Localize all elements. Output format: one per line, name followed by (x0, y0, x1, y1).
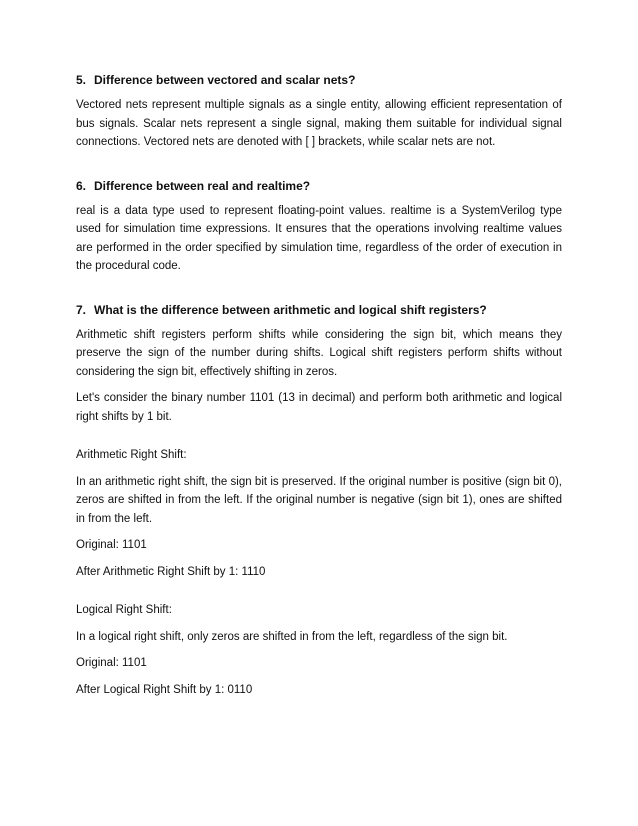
logical-original-value: Original: 1101 (76, 657, 147, 669)
question-6-heading (76, 178, 562, 194)
question-7-heading (76, 302, 562, 318)
spacer (76, 284, 562, 302)
spacer (76, 160, 562, 178)
logical-result-value: After Logical Right Shift by 1: 0110 (76, 683, 253, 696)
logical-shift-description: In a logical right shift, only zeros are shifted in from the left, regardless of the sign bit. (76, 630, 508, 643)
question-6-title: Difference between real and realtime? (94, 178, 311, 193)
question-7-title: What is the difference between arithmetic and logical shift registers? (94, 302, 487, 317)
question-6-answer: real is a data type used to represent floating-point values. realtime is a SystemVerilog type used for simulation time expressions. It ensures that the operations involving realtime values are performed in the order specified by simulation time, regardless of the order of execution in the procedural code. (76, 204, 562, 272)
arithmetic-result-value: After Arithmetic Right Shift by 1: 1110 (76, 565, 266, 578)
question-7-answer: Arithmetic shift registers perform shifts while considering the sign bit, which means they preserve the sign of the number during shifts. Logical shift registers perform shifts without considering the sign bit, effectively shifting in zeros. (76, 328, 562, 378)
question-5-heading (76, 72, 562, 88)
arithmetic-shift-description: In an arithmetic right shift, the sign bit is preserved. If the original number is positive (sign bit 0), zeros are shifted in from the left. If the original number is negative (sign bit 1), ones are shifted in from the left. (76, 475, 562, 525)
arithmetic-original-value: Original: 1101 (76, 539, 147, 551)
question-7-number: 7. (76, 302, 87, 317)
document-page (76, 72, 562, 707)
question-5-number: 5. (76, 73, 87, 87)
question-7-example-intro: Let's consider the binary number 1101 (13 in decimal) and perform both arithmetic and logical right shifts by 1 bit. (76, 392, 562, 423)
logical-shift-heading: Logical Right Shift: (76, 604, 172, 616)
spacer (76, 589, 562, 601)
question-5-answer: Vectored nets represent multiple signals as a single entity, allowing efficient representation of bus signals. Scalar nets represent a single signal, making them suitable for individual signal connections. Vectored nets are denoted with [ ] brackets, while scalar nets are not. (76, 99, 562, 148)
question-6-number: 6. (76, 178, 87, 193)
spacer (76, 434, 562, 446)
question-5-title: Difference between vectored and scalar nets? (94, 73, 356, 87)
arithmetic-shift-heading: Arithmetic Right Shift: (76, 449, 187, 461)
